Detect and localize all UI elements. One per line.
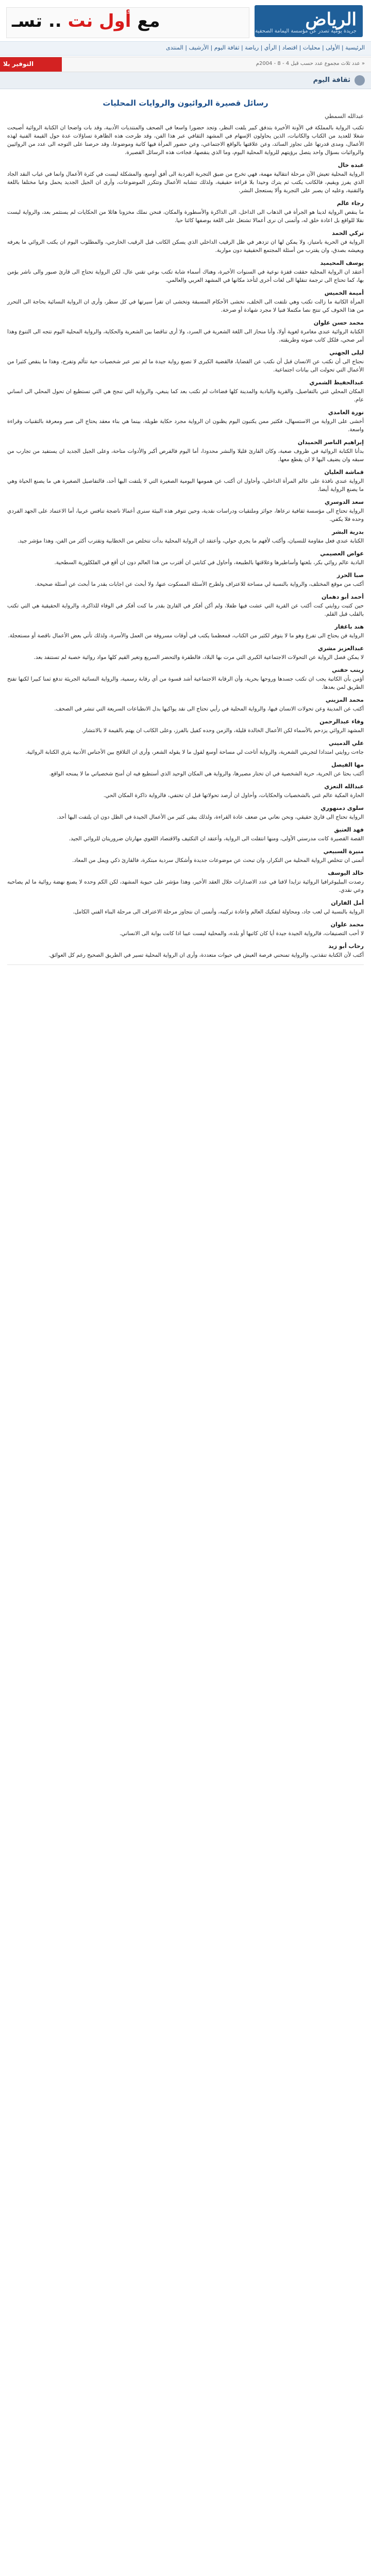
writer-name: محمد علوان (330, 921, 364, 928)
banner-accent: أول نت (68, 11, 131, 31)
article-paragraph: المشهد الروائي يزدحم بالأسماء لكن الأعمال الخالدة قليلة، والزمن وحده كفيل بالفرز، وعلى الكاتب ان يهتم بالقيمة لا بالانتشار. (81, 727, 364, 734)
writer-name: فهد العتيق (334, 826, 364, 833)
writer-name: بدرية البشر (332, 529, 364, 535)
writer-name: عواض العصيمي (320, 550, 364, 557)
writer-name: ليلى الجهني (329, 349, 364, 356)
article-paragraph: الرواية فن يحتاج الى تفرغ وهو ما لا يتوفر لكثير من الكتاب، فمعظمنا يكتب في أوقات مسروقة من العمل والأسرة، ولذلك تأتي بعض الأعمال ناقصة أو مستعجلة. (8, 633, 364, 639)
article-paragraph: أخشى على الرواية من الاستسهال، فكثير ممن يكتبون اليوم يظنون ان الرواية مجرد حكاية طويلة، بينما هي بناء معقد يحتاج الى صبر ومعرفة بالتقنيات وقراءة واسعة. (7, 418, 364, 433)
article-paragraph: الرواية تحتاج الى قارئ حقيقي، ونحن نعاني من ضعف عادة القراءة، ولذلك يبقى كثير من الأعمال الجيدة في الظل دون ان يلتفت اليها أحد. (57, 814, 364, 820)
article-title: رسائل قصيرة الروائيون والروايات المحليات (103, 98, 268, 108)
writer-name: صبا الحرز (336, 572, 364, 579)
article-paragraph: أؤمن بأن الكاتبة يجب ان تكتب جسدها وروحها بحرية، وأن الرقابة الاجتماعية أشد قسوة من أي رقابة رسمية، والرواية النسائية الجريئة تدفع ثمنا كبيرا لكنها تفتح الطريق لمن بعدها. (7, 676, 364, 690)
writer-name: أحمد أبو دهمان (321, 594, 364, 600)
article-paragraph: الرواية فن الحرية بامتياز، ولا يمكن لها ان تزدهر في ظل الرقيب الداخلي الذي يسكن الكاتب قبل الرقيب الخارجي، والمطلوب اليوم ان يكتب الروائي ما يعرفه ويعيشه بصدق، وان يقترب من أسئلة المجتمع الحقيقية دون مواربة. (7, 239, 364, 253)
article-paragraph: البادية عالم روائي بكر، بلغتها وأساطيرها وعلاقتها بالطبيعة، وأحاول في كتابتي ان أقترب من هذا العالم دون ان أقع في الفلكلورية السطحية. (54, 560, 364, 566)
article-paragraph: الرواية بالنسبة لي لعب جاد، ومحاولة لتفكيك العالم واعادة تركيبه، وأتمنى ان نتجاوز مرحلة الاعتراف الى مرحلة البناء الفني الكامل. (73, 909, 364, 915)
writer-name: محمد حسن علوان (313, 319, 364, 326)
writer-name: زينب حفني (332, 667, 364, 673)
banner-prefix: مع (131, 11, 160, 31)
nav-links[interactable]: الرئيسية | الأولى | محليات | اقتصاد | الرأي | رياضة | ثقافة اليوم | الأرشيف | المنتدى (165, 44, 365, 51)
article-paragraph: الرواية عندي نافذة على عالم المرأة الداخلي، وأحاول ان أكتب عن همومها اليومية الصغيرة التي لا يلتفت اليها أحد، فالتفاصيل الصغيرة هي ما يصنع الحياة وهي ما يصنع الرواية أيضا. (7, 478, 364, 493)
article-paragraph: الكتابة الروائية عندي مغامرة لغوية أولا، وأنا منحاز الى اللغة الشعرية في السرد، ولا أرى تناقضا بين الشعرية والحكاية، والرواية المحلية اليوم تتجه الى التنوع وهذا أمر صحي، فلكل كاتب صوته وطريقته. (7, 329, 364, 343)
article-paragraph: القصة القصيرة كانت مدرستي الأولى، ومنها انتقلت الى الرواية، وأعتقد ان التكثيف والاقتصاد اللغوي مهارتان ضروريتان للروائي الجيد. (69, 836, 364, 842)
writer-name: خالد اليوسف (328, 870, 364, 876)
article-paragraph: الرواية تحتاج الى مؤسسة ثقافية ترعاها، جوائز وملتقيات ودراسات نقدية، وحين تتوفر هذه البيئة سنرى أعمالا ناضجة تنافس عربيا، أما الاعتماد على الجهد الفردي وحده فلا يكفي. (7, 508, 364, 522)
writer-name: محمد المزيني (325, 697, 364, 703)
article-paragraph: أكتب عن المدينة وعن تحولات الانسان فيها، والرواية المحلية في رأيي تحتاج الى نقد يواكبها بدل الانطباعات السريعة التي تنشر في الصحف. (54, 706, 364, 712)
article-content (0, 89, 371, 965)
article-paragraph: الكتابة عندي فعل مقاومة للنسيان، وأكتب لأفهم ما يجري حولي، وأعتقد ان الرواية المحلية بدأت تتخلص من الخطابية وتقترب أكثر من الفن، وهذا مؤشر جيد. (17, 538, 364, 544)
writer-name: منيرة السبيعي (323, 848, 364, 855)
writer-name: رجاء عالم (336, 200, 364, 207)
site-logo[interactable] (255, 5, 363, 37)
writer-name: عبدالحفيظ الشمري (309, 379, 364, 386)
article-paragraph: المرأة الكاتبة ما زالت تكتب وهي تلتفت الى الخلف، تخشى الأحكام المسبقة وتخشى ان تقرأ سيرتها في كل سطر، وأرى ان الرواية النسائية بحاجة الى التحرر من هذا الخوف كي تنتج نصا مكتملا فنيا لا مجرد شهادة أو صرخة. (7, 299, 364, 313)
ad-banner-text (12, 11, 160, 31)
divider (7, 964, 364, 965)
section-label[interactable]: ثقافة اليوم (313, 76, 350, 84)
writer-name: سعد الدوسري (324, 499, 364, 505)
writer-name: قماشة العليان (324, 469, 364, 476)
writer-name: يوسف المحيميد (320, 260, 364, 266)
writer-name: سلوى دمنهوري (321, 805, 364, 811)
section-header (0, 72, 371, 89)
article-paragraph: لا يمكن فصل الرواية عن التحولات الاجتماعية الكبرى التي مرت بها البلاد، فالطفرة والتحضر السريع وتغير القيم كلها مواد روائية خصبة لم تستنفد بعد. (33, 654, 364, 660)
banner-suffix: .. تسـ (12, 11, 68, 31)
logo-text: الرياض (305, 9, 357, 30)
article-paragraph: المكان المحلي غني بالتفاصيل، والقرية والبادية والمدينة كلها فضاءات لم تكتب بعد كما ينبغي، والرواية التي تنجح هي التي تستطيع ان تحول المحلي الى انساني عام. (7, 388, 364, 403)
writer-name: علي الدميني (328, 740, 364, 747)
article-paragraph: جاءت روايتي امتدادا لتجربتي الشعرية، والرواية أتاحت لي مساحة أوسع لقول ما لا يقوله الشعر، وأرى ان التلاقح بين الأجناس الأدبية يثري الكتابة الروائية. (25, 749, 364, 755)
article-byline: عبدالله السمطي (325, 113, 364, 120)
article-paragraph: رصدت الببليوغرافيا الروائية تزايدا لافتا في عدد الاصدارات خلال العقد الأخير، وهذا مؤشر على حيوية المشهد، لكن الكم وحده لا يصنع نهضة روائية ما لم يصاحبه وعي نقدي. (7, 879, 364, 893)
article-paragraph: أتمنى ان تتخلص الرواية المحلية من التكرار، وان تبحث عن موضوعات جديدة وأشكال سردية مبتكرة، فالقارئ ذكي ويمل من المعاد. (72, 857, 364, 863)
writer-name: عبدالله التعزي (324, 783, 364, 790)
article-paragraph: ما ينقص الرواية لدينا هو الجرأة في الذهاب الى الداخل، الى الذاكرة والأسطورة والمكان، فنحن نملك مخزونا هائلا من الحكايات لم يستثمر بعد، والرواية ليست نقلا للواقع بل اعادة خلق له، وأتمنى ان نرى أعمالا تشتغل على اللغة بوصفها كائنا حيا. (7, 209, 364, 224)
writer-name: مها الفيصل (331, 761, 364, 768)
writer-name: هند باغفار (334, 623, 364, 630)
promo-button[interactable] (0, 57, 62, 72)
issue-meta: « عدد ثلاث مجموع عدد حسب قبل 4 - 8 - 2004م (256, 61, 365, 66)
writer-name: تركي الحمد (332, 230, 364, 236)
writer-name: رحاب أبو زيد (328, 943, 364, 950)
writer-name: أمل الفاران (331, 900, 364, 906)
ad-banner[interactable] (6, 7, 249, 38)
writer-name: عبدالعزيز مشري (317, 645, 364, 652)
article-paragraph: تكتب الرواية بالمملكة في الآونة الأخيرة بتدفق كبير يلفت النظر، وتجد حضورا واسعا في الصحف والمنتديات الأدبية، وقد بات واضحا ان الكتابة الروائية أصبحت شغلا للعديد من الكتاب والكاتبات، الذين يحاولون الإسهام في المشهد الثقافي عبر هذا الفن، وقد طرحت هذه الظاهرة تساؤلات عدة حول القيمة الفنية لهذه الأعمال، ومدى قدرتها على تجاوز السائد، وعن علاقتها بالواقع الاجتماعي، وعن حضور المرأة فيها كاتبة وموضوعا، وقد حرصنا على التوجه الى عدد من الروائيين والروائيات بسؤال واحد يتصل برؤيتهم للرواية المحلية اليوم، وما الذي ينقصها، فجاءت هذه الرسائل القصيرة. (7, 125, 364, 156)
article-body (7, 124, 364, 959)
info-toolbar (0, 57, 371, 72)
writer-name: وفاء عبدالرحمن (319, 718, 364, 725)
article-paragraph: أكتب من موقع المختلف، والرواية بالنسبة لي مساحة للاعتراف ولطرح الأسئلة المسكوت عنها، ولا أبحث عن اجابات بقدر ما أبحث عن أسئلة صحيحة. (35, 581, 364, 587)
writer-name: نورة الغامدي (328, 409, 364, 416)
article-paragraph: أكتب لأن الكتابة تنقذني، والرواية تمنحني فرصة العيش في حيوات متعددة، وأرى ان الرواية المحلية تسير في الطريق الصحيح رغم كل العوائق. (48, 952, 364, 958)
article-paragraph: بدأنا الكتابة الروائية في ظروف صعبة، وكان القارئ قليلا والنشر محدودا، أما اليوم فالفرص أكبر والأدوات متاحة، وعلى الجيل الجديد ان يستفيد من تجارب من سبقه وان يضيف اليها لا ان يقطع معها. (7, 448, 364, 463)
article-paragraph: حين كتبت روايتي كنت أكتب عن القرية التي عشت فيها طفلا، ولم أكن أفكر في القارئ بقدر ما كنت أفكر في الوفاء للذاكرة، والرواية الحقيقية هي التي تكتب بالقلب قبل القلم. (7, 603, 364, 617)
writer-name: أميمة الخميس (324, 290, 364, 296)
article-paragraph: الحارة المكية عالم غني بالشخصيات والحكايات، وأحاول ان أرصد تحولاتها قبل ان تختفي، فالرواية ذاكرة المكان الحي. (103, 792, 364, 799)
article-paragraph: الرواية المحلية تعيش الآن مرحلة انتقالية مهمة، فهي تخرج من ضيق التجربة الفردية الى أفق أوسع، والمشكلة ليست في كثرة الأعمال وانما في غياب النقد الجاد الذي يفرز ويقيم، فالكاتب يكتب ثم يترك وحيدا بلا قراءة حقيقية، ولذلك تتشابه الأعمال وتتكرر الموضوعات، وأرى ان الجيل الجديد يحمل وعيا مختلفا باللغة والتقنية، وعليه ان يصبر على التجربة وألا يستعجل النشر. (7, 171, 364, 194)
writer-name: إبراهيم الناصر الحميدان (297, 439, 364, 446)
section-icon (355, 75, 365, 86)
logo-subtitle: جريدة يومية تصدر عن مؤسسة اليمامة الصحفية (255, 28, 357, 34)
site-header (0, 0, 371, 57)
article-paragraph: أعتقد ان الرواية المحلية حققت قفزة نوعية في السنوات الأخيرة، وهناك أسماء شابة تكتب بوعي تقني عال، لكن الرواية تحتاج الى قارئ صبور والى ناشر يؤمن بها، كما تحتاج الى ترجمة تنقلها الى لغات أخرى لتأخذ مكانها في المشهد العربي والعالمي. (7, 269, 364, 283)
promo-label: التوفير بلا (3, 60, 34, 67)
article-paragraph: لا أحب التصنيفات، فالرواية الجيدة جيدة أيا كان كاتبها أو بلده، والمحلية ليست عيبا اذا كانت بوابة الى الانساني. (119, 930, 364, 937)
article-paragraph: نحتاج الى أن نكتب عن الانسان قبل أن نكتب عن القضايا، فالقضية الكبرى لا تصنع رواية جيدة ما لم تمر عبر شخصيات حية تتألم وتفرح، وهذا ما ينقص كثيرا من الأعمال التي تحولت الى بيانات اجتماعية. (7, 359, 364, 373)
main-nav (0, 41, 371, 56)
writer-name: عبده خال (338, 162, 364, 168)
article-paragraph: أكتب بحثا عن الحرية، حرية الشخصية في ان تختار مصيرها، والرواية هي المكان الوحيد الذي أستطيع فيه ان أمنح شخصياتي ما لا يمنحه الواقع. (49, 771, 364, 777)
